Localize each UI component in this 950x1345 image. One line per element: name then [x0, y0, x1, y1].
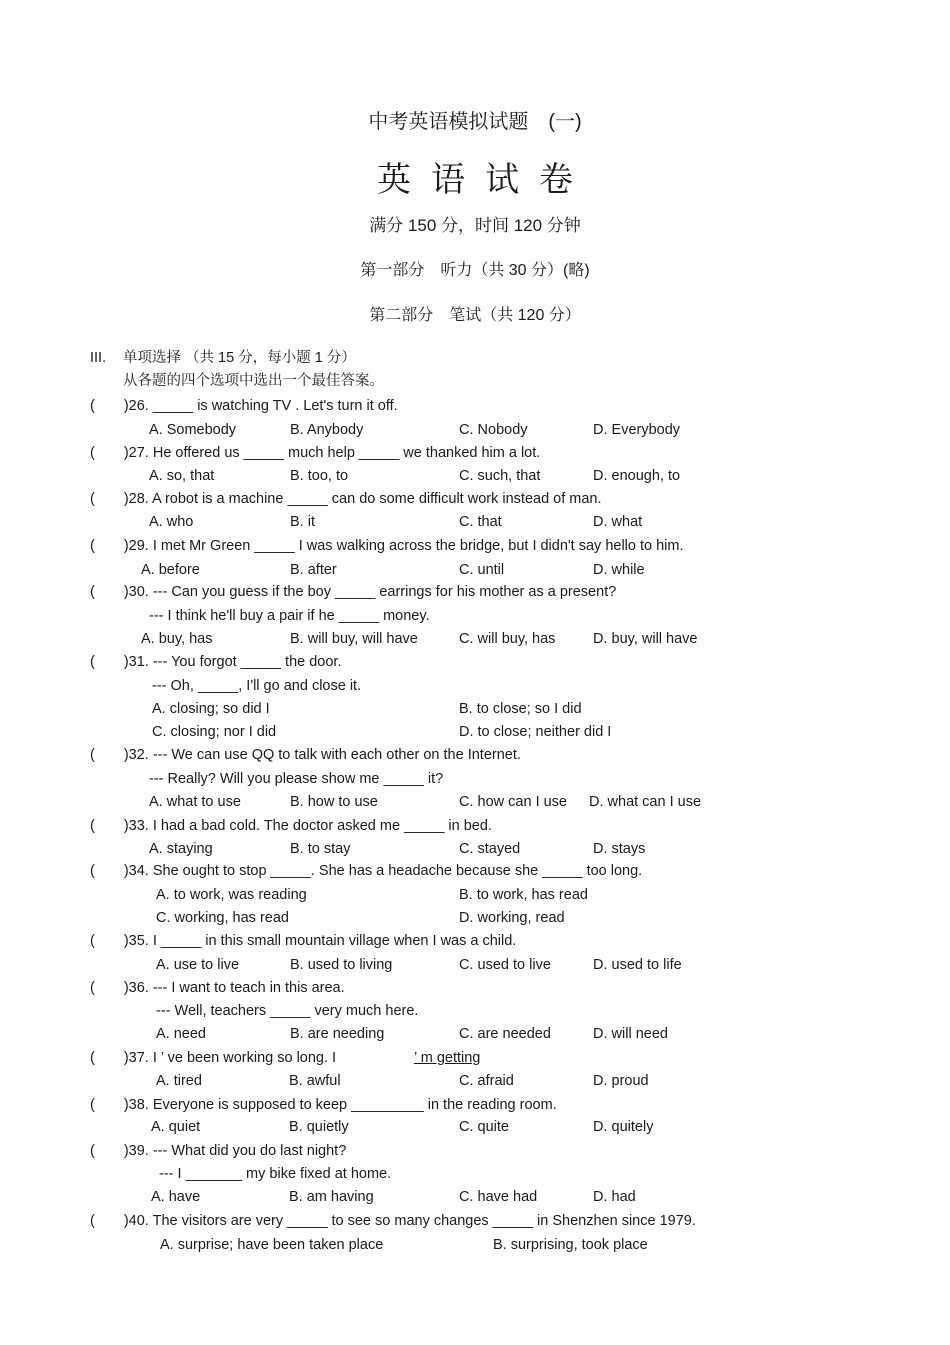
option-a: A. to work, was reading: [156, 887, 307, 903]
option-b: B. to close; so I did: [459, 701, 582, 717]
option-a: A. quiet: [151, 1119, 201, 1135]
exam-title: 中考英语模拟试题 (一): [368, 111, 582, 133]
option-a: A. need: [156, 1026, 206, 1042]
option-d: D. what: [593, 514, 643, 530]
option-b: B. after: [290, 562, 337, 578]
option-c: C. are needed: [459, 1026, 551, 1042]
option-d: D. working, read: [459, 910, 565, 926]
question-stem: ( )37. I ’ ve been working so long. I: [90, 1050, 337, 1066]
option-a: A. who: [149, 514, 194, 530]
question-stem: ( )38. Everyone is supposed to keep _________ in the reading room.: [90, 1097, 557, 1113]
question-stem-line2: --- Well, teachers _____ very much here.: [156, 1003, 419, 1019]
score-time-info: 满分 150 分，时间 120 分钟: [369, 216, 581, 235]
option-c: C. how can I use: [459, 794, 567, 810]
question-stem-line2: --- I _______ my bike fixed at home.: [159, 1166, 392, 1182]
option-c: C. closing; nor I did: [152, 724, 277, 740]
question-stem: ( )31. --- You forgot _____ the door.: [90, 654, 342, 670]
option-c: C. quite: [459, 1119, 509, 1135]
option-b: B. am having: [289, 1189, 374, 1205]
option-a: A. so, that: [149, 468, 215, 484]
option-c: C. that: [459, 514, 502, 530]
option-a: A. closing; so did I: [152, 701, 270, 717]
option-b: B. Anybody: [290, 422, 364, 438]
option-b: B. quietly: [289, 1119, 349, 1135]
option-a: A. before: [141, 562, 200, 578]
option-d: D. enough, to: [593, 468, 681, 484]
question-stem: ( )28. A robot is a machine _____ can do some difficult work instead of man.: [90, 491, 602, 507]
option-d: D. quitely: [593, 1119, 654, 1135]
question-stem-line2: --- I think he'll buy a pair if he _____ money.: [149, 608, 430, 624]
option-c: C. working, has read: [156, 910, 289, 926]
question-stem: ( )33. I had a bad cold. The doctor asked me _____ in bed.: [90, 818, 492, 834]
option-a: A. surprise; have been taken place: [160, 1237, 384, 1253]
option-a: A. buy, has: [141, 631, 213, 647]
option-b: B. surprising, took place: [493, 1237, 648, 1253]
option-c: C. such, that: [459, 468, 541, 484]
option-a: A. Somebody: [149, 422, 237, 438]
question-stem: ( )26. _____ is watching TV . Let's turn it off.: [90, 398, 398, 414]
option-c: C. used to live: [459, 957, 551, 973]
option-b: B. it: [290, 514, 315, 530]
option-d: D. what can I use: [589, 794, 702, 810]
question-stem-line2: --- Really? Will you please show me _____ it?: [149, 771, 444, 787]
option-d: D. proud: [593, 1073, 649, 1089]
option-d: D. will need: [593, 1026, 668, 1042]
option-d: D. used to life: [593, 957, 682, 973]
part2-heading: 第二部分 笔试（共 120 分）: [369, 307, 581, 324]
option-b: B. are needing: [290, 1026, 385, 1042]
question-stem: ( )29. I met Mr Green _____ I was walking across the bridge, but I didn't say hello to him.: [90, 538, 684, 554]
section-instruction: 从各题的四个选项中选出一个最佳答案。: [123, 373, 384, 389]
question-stem-line2: --- Oh, _____, I'll go and close it.: [152, 678, 362, 694]
question-stem: ( )30. --- Can you guess if the boy _____ earrings for his mother as a present?: [90, 584, 617, 600]
question-stem: ( )35. I _____ in this small mountain village when I was a child.: [90, 933, 517, 949]
option-c: C. Nobody: [459, 422, 528, 438]
option-a: A. staying: [149, 841, 213, 857]
question-stem: ( )40. The visitors are very _____ to see so many changes _____ in Shenzhen since 1979.: [90, 1213, 696, 1229]
option-a: A. use to live: [156, 957, 240, 973]
question-stem: ( )36. --- I want to teach in this area.: [90, 980, 345, 996]
section-title: 单项选择 （共 15 分，每小题 1 分）: [123, 350, 356, 366]
option-b: B. awful: [289, 1073, 341, 1089]
section-number: III.: [90, 350, 107, 366]
option-b: B. will buy, will have: [290, 631, 418, 647]
option-a: A. what to use: [149, 794, 241, 810]
option-d: D. had: [593, 1189, 636, 1205]
question-stem: ( )27. He offered us _____ much help _____ we thanked him a lot.: [90, 445, 541, 461]
option-c: C. until: [459, 562, 505, 578]
option-d: D. to close; neither did I: [459, 724, 612, 740]
option-c: C. have had: [459, 1189, 538, 1205]
option-c: C. stayed: [459, 841, 521, 857]
option-b: B. to stay: [290, 841, 351, 857]
option-b: B. to work, has read: [459, 887, 588, 903]
question-stem: ( )34. She ought to stop _____. She has a headache because she _____ too long.: [90, 863, 643, 879]
option-c: C. afraid: [459, 1073, 514, 1089]
option-d: D. while: [593, 562, 645, 578]
question-stem: ( )32. --- We can use QQ to talk with each other on the Internet.: [90, 747, 521, 763]
question-stem: ( )39. --- What did you do last night?: [90, 1143, 347, 1159]
part1-heading: 第一部分 听力（共 30 分）(略): [360, 262, 590, 279]
option-a: A. tired: [156, 1073, 202, 1089]
option-a: A. have: [151, 1189, 201, 1205]
option-d: D. buy, will have: [593, 631, 698, 647]
option-d: D. Everybody: [593, 422, 681, 438]
option-d: D. stays: [593, 841, 646, 857]
paper-title: 英语试卷: [377, 160, 593, 200]
option-b: B. used to living: [290, 957, 393, 973]
question-stem-fragment: ’ m getting: [414, 1050, 481, 1066]
option-c: C. will buy, has: [459, 631, 556, 647]
option-b: B. how to use: [290, 794, 378, 810]
option-b: B. too, to: [290, 468, 349, 484]
